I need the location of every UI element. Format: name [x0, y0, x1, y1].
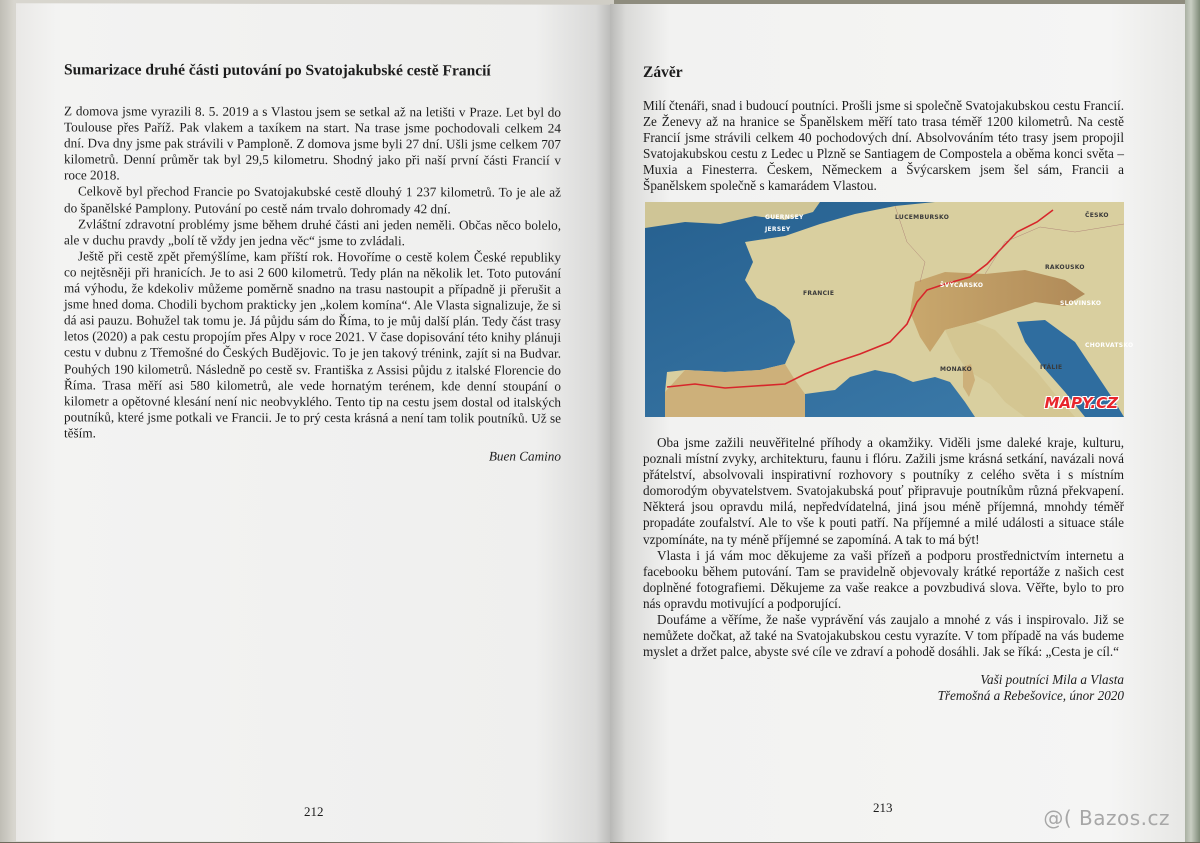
- left-paragraph-1: Z domova jsme vyrazili 8. 5. 2019 a s Vlastou jsem se setkal až na letišti v Praze. Let byl do Toulouse přes Paříž. Pak vlakem a taxíkem na start. Na trase jsme pochodovali celkem 24 dní. Dva dny jsme pak strávili v Pamploně. Z domova jsme byli 27 dní. Ušli jsme celkem 707 kilometrů. Denní průměr tak byl 29,5 kilometru. Shodný jako při naší první části Francií v roce 2018.: [64, 103, 561, 183]
- map-label-lucembursko: LUCEMBURSKO: [895, 214, 950, 221]
- right-paragraph-3: Doufáme a věříme, že naše vyprávění vás zaujalo a mnohé z vás i inspirovalo. Již se nemůžete dočkat, až také na Svatojakubskou cestu vyrazíte. V tom případě na vás budeme myslet a držet palce, abyste své cíle ve zdraví a pohodě dosáhli. Jak se říká: „Cesta je cíl.“: [643, 612, 1124, 660]
- map-label-guernsey: GUERNSEY: [765, 214, 804, 221]
- book-side-edge: [1185, 0, 1200, 842]
- map-label-italie: ITÁLIE: [1040, 364, 1063, 371]
- map-label-monako: MONAKO: [940, 366, 973, 373]
- left-page: [16, 3, 610, 843]
- map-label-slovinsko: SLOVINSKO: [1060, 300, 1102, 307]
- left-paragraph-4: Ještě při cestě zpět přemýšlíme, kam příští rok. Hovoříme o cestě kolem České republiky co nejtěsněji při hranicích. Je to asi 2 600 kilometrů. Tedy plán na několik let. Toto putování má výhodu, že kdekoliv můžeme poměrně snadno na trasu nastoupit a případně ji přerušit a jsme hned doma. Chodili bychom prakticky jen „kolem komína“. Ale Vlasta signalizuje, že si dá asi pauzu. Bohužel tak tomu je. Já půjdu sám do Říma, to je můj další plán. Tedy část trasy letos (2020) a pak cestu propojím přes Alpy v roce 2021. V čase dopisování této knihy plánuji cestu v dubnu z Třemošné do Českých Budějovic. To je jen takový trénink, zajít si na Budvar. Pouhých 190 kilometrů. Následně po cestě sv. Františka z Assisi půjdu z italské Florencie do Říma. Trasa měří asi 580 kilometrů, ale vede hornatým terénem, kde denní stoupání o kilometr a opětovné klesání není nic neobvyklého. Tento tip na cestu jsem dostal od italských poutníků, které jsme potkali ve Francii. Je to prý cesta krásná a není tam tolik poutníků. Už se těším.: [64, 248, 561, 441]
- left-page-body: [64, 103, 561, 464]
- right-page-heading: Závěr: [643, 64, 683, 81]
- right-paragraph-1: Oba jsme zažili neuvěřitelné příhody a okamžiky. Viděli jsme daleké kraje, kulturu, poznali místní zvyky, architekturu, faunu i flóru. Zažili jsme krásná setkání, navázali nová přátelství, absolvovali inspirativní rozhovory s poutníky z celého světa i s místním domorodým obyvatelstvem. Svatojakubská pouť připravuje poutníkům různá překvapení. Některá jsou opravdu milá, nepředvídatelná, jiná jsou méně příjemná, mnohdy téměř propadáte zoufalství. Ale to vše k pouti patří. Na příjemné a milé události a situace stále vzpomínáte, na ty méně příjemné se zapomíná. A tak to má být!: [643, 435, 1124, 547]
- map-label-jersey: JERSEY: [765, 226, 791, 233]
- left-page-number: 212: [304, 803, 324, 820]
- right-page-intro: Milí čtenáři, snad i budoucí poutníci. Prošli jsme si společně Svatojakubskou cestu Francií. Ze Ženevy až na hranice se Španělskem měří tato trasa téměř 1200 kilometrů. Na cestě Francií jsme strávili celkem 40 pochodových dní. Absolvováním této trasy jsem propojil Svatojakubskou cestu z Ledec u Plzně se Santiagem de Compostela a oběma konci světa – Muxia a Finesterra. Českem, Německem a Švýcarskem jsem šel sám, Francii a Španělskem společně s kamarádem Vlastou.: [643, 98, 1124, 194]
- mapy-cz-logo: MAPY.CZ: [1044, 394, 1118, 412]
- right-page-number: 213: [873, 800, 893, 815]
- left-paragraph-2: Celkově byl přechod Francie po Svatojakubské cestě dlouhý 1 237 kilometrů. To je ale až do španělské Pamplony. Putování po cestě nám trvalo dohromady 42 dní.: [64, 183, 561, 216]
- left-paragraph-3: Zvláštní zdravotní problémy jsme během druhé části ani jeden neměli. Občas něco bolelo, ale v duchu pravdy „bolí tě vždy jen jedna věc“ jsme to zvládali.: [64, 216, 561, 248]
- map-label-rakousko: RAKOUSKO: [1045, 264, 1085, 271]
- bazos-watermark: @( Bazos.cz: [1043, 806, 1170, 830]
- right-page: [610, 4, 1185, 842]
- map-label-svycarsko: ŠVÝCARSKO: [940, 282, 984, 289]
- route-map: [645, 202, 1134, 417]
- left-page-heading: Sumarizace druhé části putování po Svatojakubské cestě Francií: [64, 61, 491, 80]
- map-label-chorvatsko: CHORVATSKO: [1085, 342, 1134, 349]
- map-label-cesko: ČESKO: [1085, 212, 1109, 219]
- right-paragraph-2: Vlasta i já vám moc děkujeme za vaši přízeň a podporu prostřednictvím internetu a facebooku během putování. Tam se pravidelně objevovaly krátké reportáže z našich cest doplněné fotografiemi. Děkujeme za vaše reakce a povzbudivá slova. Věřte, bylo to pro nás opravdu motivující a podporující.: [643, 547, 1124, 611]
- right-signature-line-2: Třemošná a Rebešovice, únor 2020: [937, 688, 1124, 704]
- left-signature: Buen Camino: [488, 448, 561, 464]
- map-label-francie: FRANCIE: [803, 290, 835, 297]
- right-signature-line-1: Vaši poutníci Mila a Vlasta: [980, 672, 1124, 688]
- route-map-graphic: [645, 202, 1124, 417]
- right-page-body: [643, 435, 1124, 705]
